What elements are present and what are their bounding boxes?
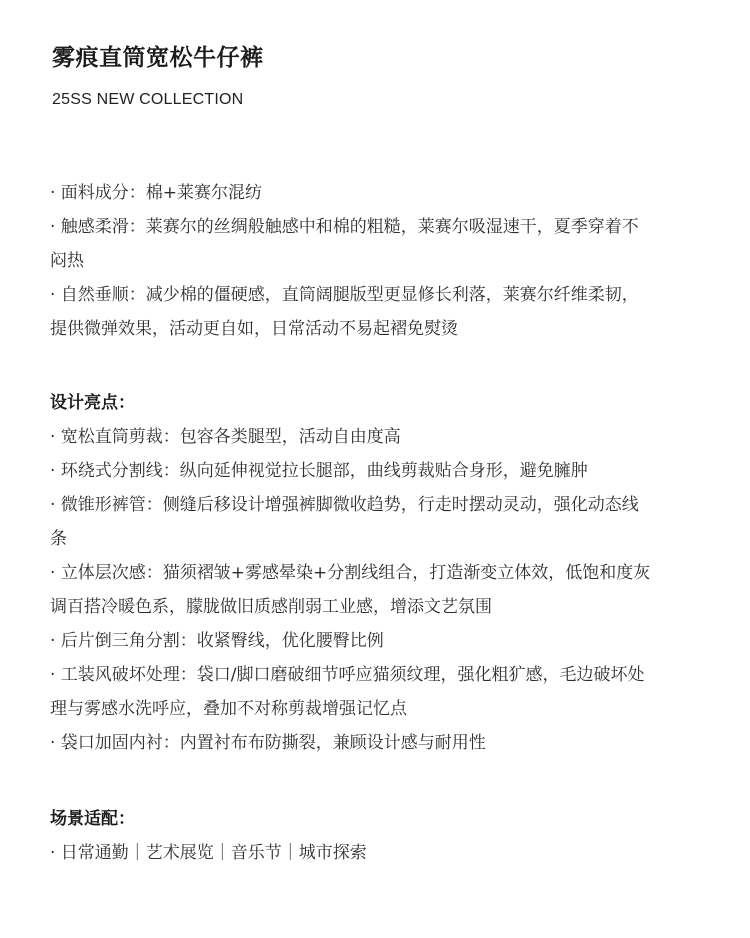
design-pocket-line: · 袋口加固内衬：内置衬布布防撕裂，兼顾设计感与耐用性 (50, 733, 486, 753)
collection-label: 25SS NEW COLLECTION (52, 91, 244, 108)
design-cut-line: · 宽松直筒剪裁：包容各类腿型，活动自由度高 (50, 427, 401, 447)
product-title: 雾痕直筒宽松牛仔裤 (52, 45, 264, 71)
design-layer-line-cont: 调百搭冷暖色系，朦胧做旧质感削弱工业感，增添文艺氛围 (50, 597, 492, 617)
design-layer-line: · 立体层次感：猫须褶皱+雾感晕染+分割线组合，打造渐变立体效，低饱和度灰 (50, 563, 651, 583)
material-drape-line-cont: 提供微弹效果，活动更自如，日常活动不易起褶免熨烫 (50, 319, 458, 339)
design-back-panel-line: · 后片倒三角分割：收紧臀线，优化腰臀比例 (50, 631, 384, 651)
material-touch-line: · 触感柔滑：莱赛尔的丝绸般触感中和棉的粗糙，莱赛尔吸湿速干，夏季穿着不 (50, 217, 639, 237)
scenes-section (50, 802, 710, 870)
design-distress-line: · 工装风破坏处理：袋口/脚口磨破细节呼应猫须纹理，强化粗犷感，毛边破坏处 (50, 665, 645, 685)
design-highlights-heading: 设计亮点： (50, 393, 135, 413)
design-taper-line-cont: 条 (50, 529, 67, 549)
design-seam-line: · 环绕式分割线：纵向延伸视觉拉长腿部，曲线剪裁贴合身形，避免臃肿 (50, 461, 588, 481)
scenes-list-line: · 日常通勤｜艺术展览｜音乐节｜城市探索 (50, 843, 367, 863)
material-composition-line: · 面料成分：棉+莱赛尔混纺 (50, 183, 263, 203)
scenes-heading: 场景适配： (50, 809, 135, 829)
design-highlights-section (50, 386, 710, 760)
design-taper-line: · 微锥形裤管：侧缝后移设计增强裤脚微收趋势，行走时摆动灵动，强化动态线 (50, 495, 639, 515)
design-distress-line-cont: 理与雾感水洗呼应，叠加不对称剪裁增强记忆点 (50, 699, 407, 719)
materials-section (50, 176, 710, 346)
material-drape-line: · 自然垂顺：减少棉的僵硬感，直筒阔腿版型更显修长利落，莱赛尔纤维柔韧， (50, 285, 639, 305)
material-touch-line-cont: 闷热 (50, 251, 84, 271)
